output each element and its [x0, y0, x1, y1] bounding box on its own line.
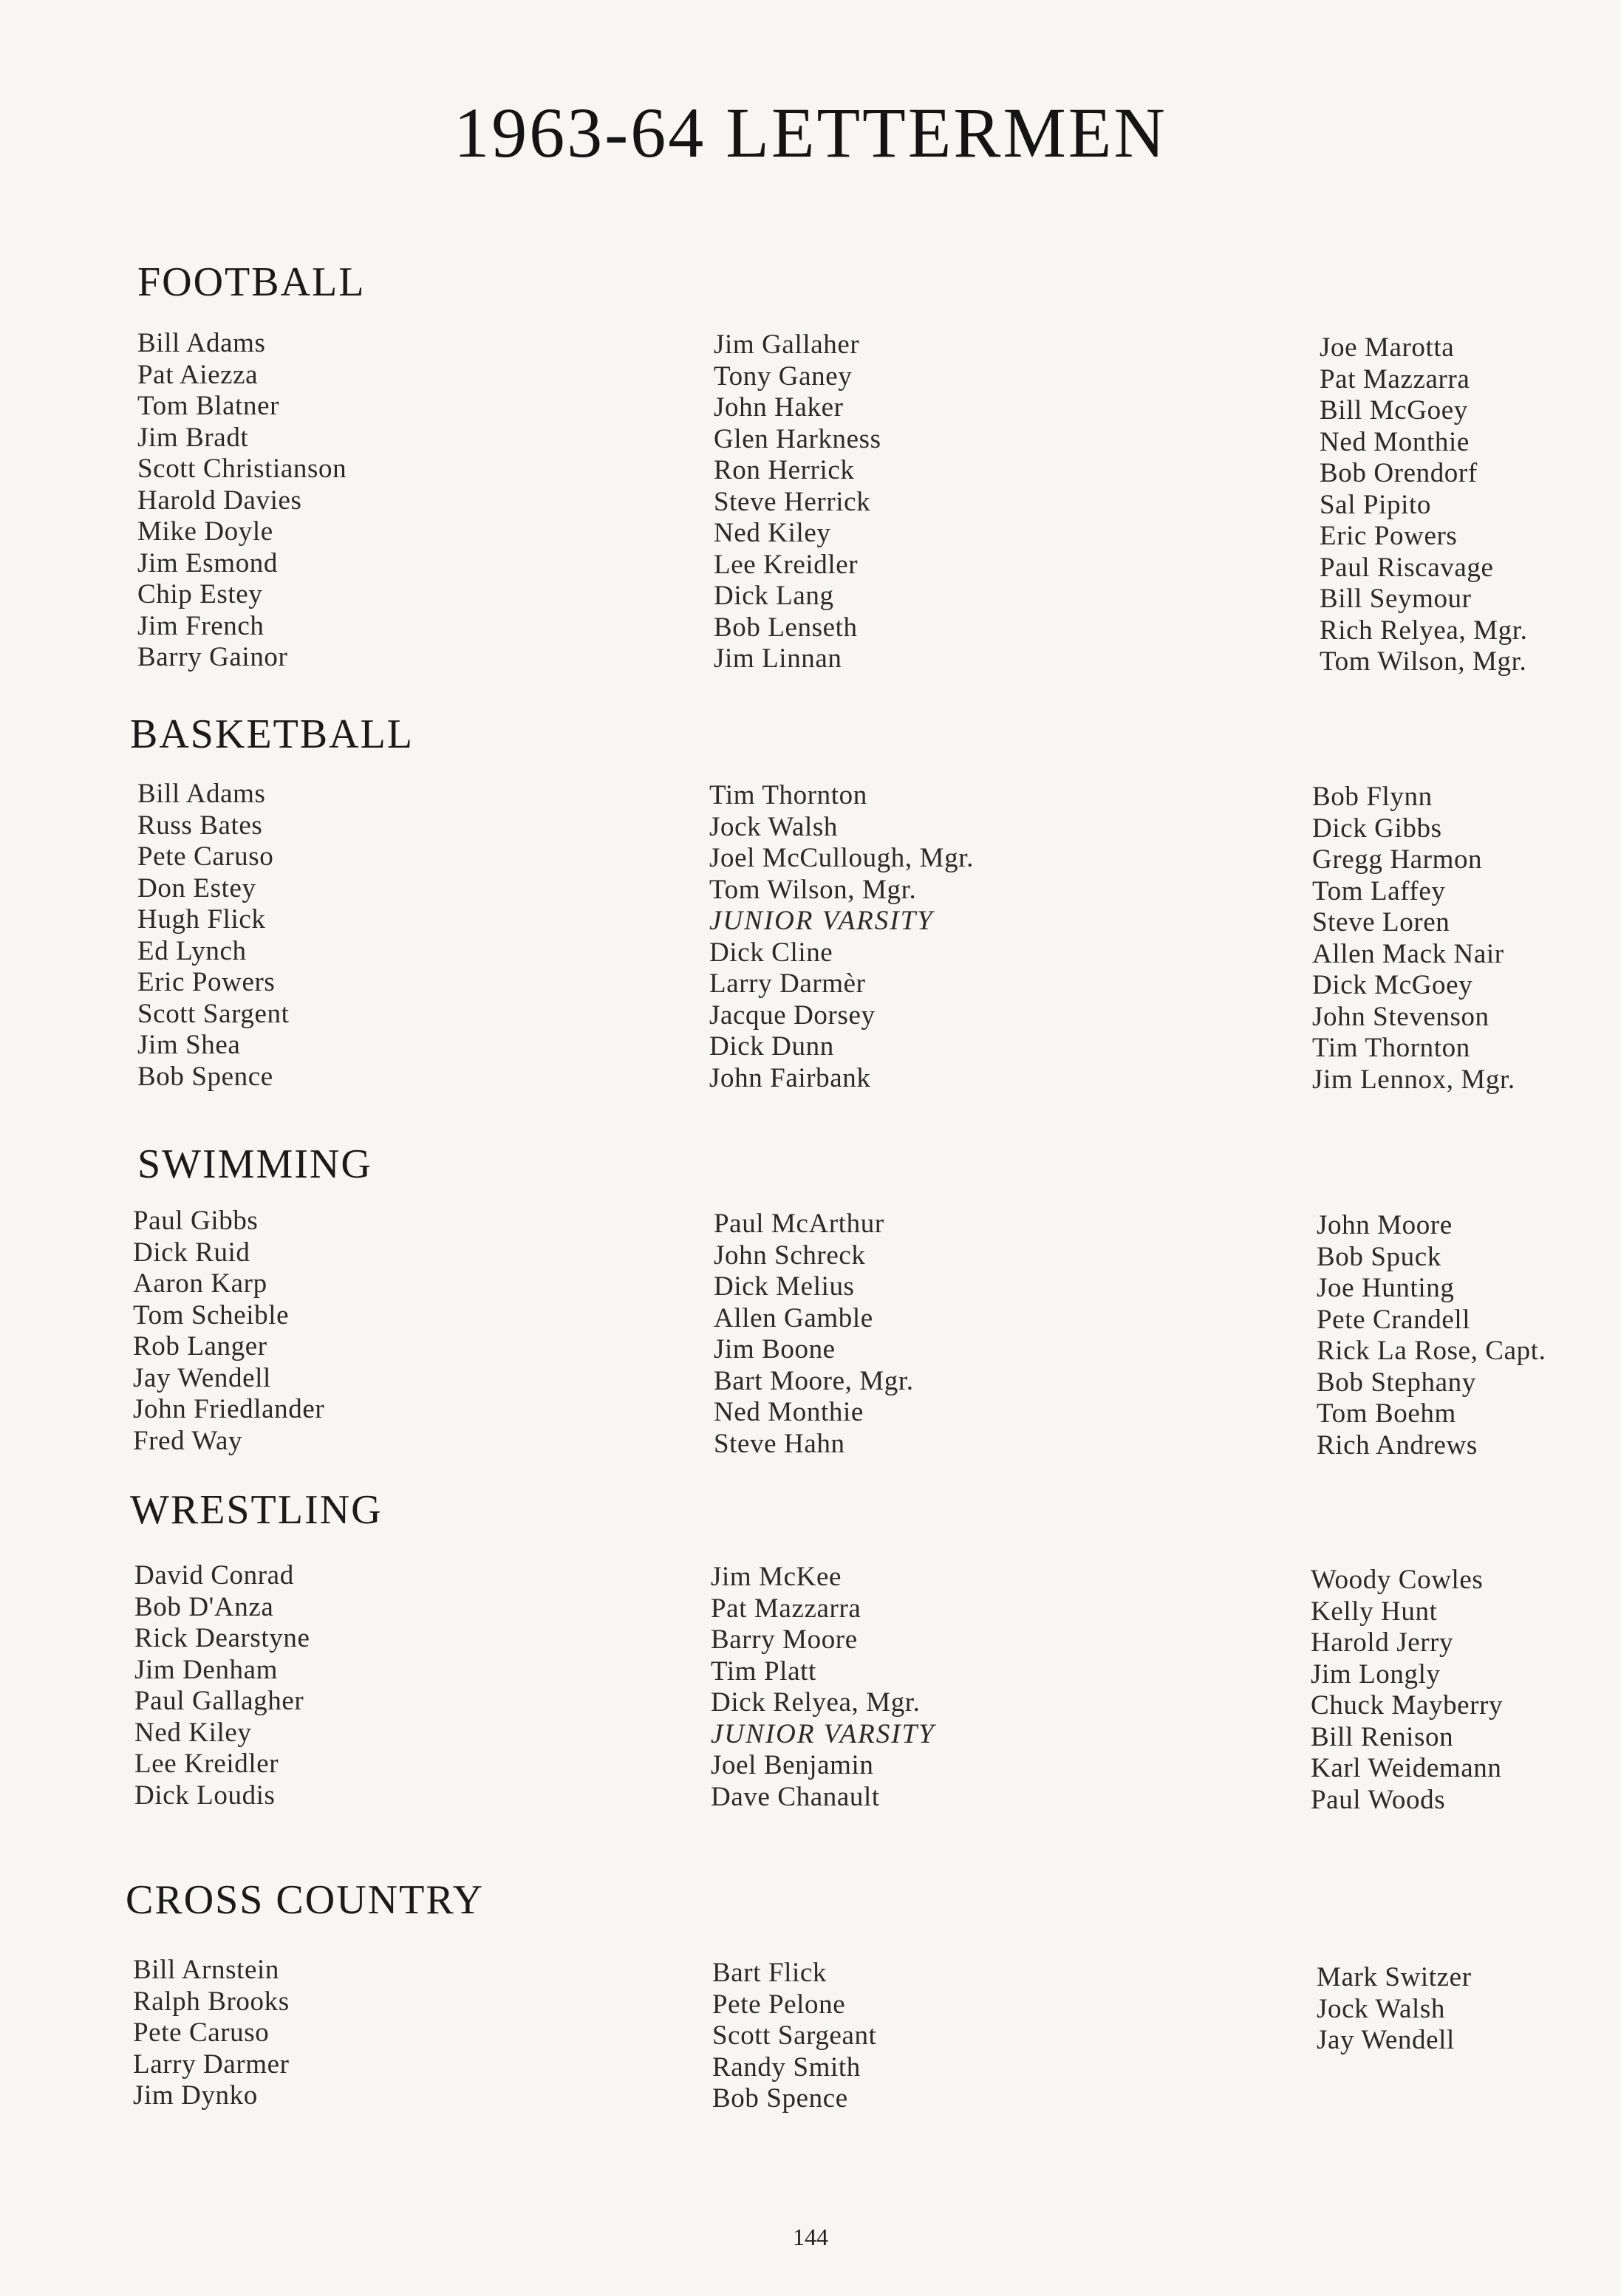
section-heading-football: FOOTBALL: [137, 259, 366, 305]
letterman-name: Jim McKee: [711, 1562, 842, 1592]
letterman-name: Dave Chanault: [711, 1781, 880, 1812]
letterman-name: Tom Boehm: [1317, 1398, 1456, 1429]
letterman-name: Jim Gallaher: [714, 329, 860, 360]
cross-country-column-2: [712, 1958, 877, 2115]
letterman-name: Rich Andrews: [1317, 1429, 1478, 1460]
letterman-name: Joel McCullough, Mgr.: [709, 843, 974, 873]
football-column-1: [137, 328, 347, 674]
letterman-name: Tim Thornton: [709, 780, 867, 810]
letterman-name: Jim Denham: [134, 1654, 279, 1685]
letterman-name: David Conrad: [134, 1560, 294, 1591]
wrestling-column-1: [134, 1560, 310, 1811]
letterman-name: Ned Kiley: [134, 1717, 252, 1748]
letterman-name: Ed Lynch: [137, 935, 247, 966]
letterman-name: Rick Dearstyne: [134, 1623, 310, 1653]
letterman-name: Paul Riscavage: [1320, 552, 1494, 583]
letterman-name: Rob Langer: [133, 1331, 267, 1361]
letterman-name: Jim Shea: [137, 1030, 241, 1060]
basketball-column-2: [709, 780, 974, 1094]
letterman-name: Tom Blatner: [137, 391, 280, 421]
letterman-name: Bill Renison: [1311, 1721, 1454, 1752]
letterman-name: Dick Lang: [714, 581, 834, 611]
letterman-name: Jim Dynko: [133, 2080, 258, 2111]
football-column-3: [1320, 332, 1528, 678]
letterman-name: Ron Herrick: [714, 455, 855, 485]
letterman-name: Eric Powers: [1320, 521, 1458, 551]
letterman-name: Lee Kreidler: [714, 549, 859, 580]
letterman-name: Tom Laffey: [1312, 875, 1446, 906]
letterman-name: Bart Flick: [712, 1958, 827, 1988]
letterman-name: Fred Way: [133, 1425, 243, 1456]
letterman-name: Paul Gibbs: [133, 1206, 259, 1236]
letterman-name: Bob D'Anza: [134, 1591, 274, 1622]
wrestling-column-3: [1311, 1565, 1503, 1816]
letterman-name: Don Estey: [137, 872, 256, 903]
cross-country-column-1: [133, 1955, 290, 2112]
letterman-name: Bill McGoey: [1320, 395, 1468, 426]
letterman-name: Harold Jerry: [1311, 1627, 1454, 1658]
letterman-name: Joe Hunting: [1317, 1273, 1455, 1303]
letterman-name: Bill Arnstein: [133, 1955, 279, 1985]
letterman-name: Scott Christianson: [137, 454, 347, 484]
letterman-name: Mark Switzer: [1317, 1962, 1472, 1992]
section-heading-wrestling: WRESTLING: [130, 1487, 383, 1533]
letterman-name: Paul McArthur: [714, 1209, 884, 1239]
letterman-name: Harold Davies: [137, 485, 302, 516]
wrestling-column-2: [711, 1562, 935, 1813]
letterman-name: Bob Stephany: [1317, 1367, 1476, 1398]
letterman-name: Sal Pipito: [1320, 489, 1431, 520]
letterman-name: Jim Longly: [1311, 1658, 1441, 1689]
section-heading-swimming: SWIMMING: [137, 1141, 372, 1187]
letterman-name: Jim Bradt: [137, 422, 249, 453]
junior-varsity-subheading: JUNIOR VARSITY: [711, 1718, 935, 1749]
letterman-name: Aaron Karp: [133, 1268, 267, 1299]
letterman-name: Dick Loudis: [134, 1780, 276, 1811]
letterman-name: Bart Moore, Mgr.: [714, 1365, 914, 1396]
letterman-name: John Haker: [714, 392, 844, 423]
letterman-name: Pete Pelone: [712, 1989, 846, 2020]
letterman-name: Jim Boone: [714, 1334, 836, 1364]
letterman-name: Joe Marotta: [1320, 332, 1455, 363]
page-number: 144: [793, 2224, 828, 2250]
section-heading-cross-country: CROSS COUNTRY: [126, 1877, 485, 1923]
letterman-name: Karl Weidemann: [1311, 1753, 1502, 1783]
letterman-name: Ned Kiley: [714, 518, 831, 548]
letterman-name: Steve Hahn: [714, 1428, 845, 1459]
letterman-name: Tony Ganey: [714, 361, 853, 392]
letterman-name: Gregg Harmon: [1312, 844, 1483, 875]
letterman-name: Bill Adams: [137, 328, 266, 358]
letterman-name: Bob Orendorf: [1320, 458, 1478, 488]
letterman-name: John Moore: [1317, 1210, 1453, 1240]
letterman-name: Pete Caruso: [133, 2017, 270, 2048]
letterman-name: Jim Linnan: [714, 643, 842, 674]
letterman-name: Glen Harkness: [714, 423, 881, 454]
letterman-name: Bob Spence: [712, 2083, 848, 2114]
letterman-name: Lee Kreidler: [134, 1749, 279, 1779]
letterman-name: Dick Relyea, Mgr.: [711, 1687, 921, 1718]
letterman-name: John Fairbank: [709, 1062, 871, 1093]
letterman-name: Tom Scheible: [133, 1299, 290, 1330]
letterman-name: Eric Powers: [137, 967, 276, 997]
letterman-name: Russ Bates: [137, 810, 263, 841]
swimming-column-2: [714, 1209, 914, 1460]
letterman-name: Jim Esmond: [137, 547, 278, 578]
letterman-name: Bill Adams: [137, 779, 266, 809]
letterman-name: Bob Lenseth: [714, 612, 858, 643]
letterman-name: Tim Thornton: [1312, 1033, 1470, 1063]
basketball-column-1: [137, 779, 289, 1093]
letterman-name: Kelly Hunt: [1311, 1596, 1438, 1627]
letterman-name: Dick Gibbs: [1312, 813, 1442, 844]
swimming-column-3: [1317, 1210, 1546, 1461]
letterman-name: Bob Spuck: [1317, 1241, 1441, 1272]
letterman-name: Chuck Mayberry: [1311, 1690, 1504, 1721]
letterman-name: Pete Crandell: [1317, 1304, 1471, 1335]
letterman-name: Steve Loren: [1312, 907, 1450, 937]
letterman-name: Allen Gamble: [714, 1302, 873, 1333]
letterman-name: Paul Gallagher: [134, 1686, 304, 1716]
letterman-name: Larry Darmèr: [709, 968, 866, 999]
letterman-name: Dick Cline: [709, 937, 833, 968]
letterman-name: Jay Wendell: [133, 1362, 271, 1393]
letterman-name: Pat Mazzarra: [711, 1593, 861, 1624]
letterman-name: Barry Gainor: [137, 642, 288, 672]
letterman-name: Tom Wilson, Mgr.: [709, 874, 917, 905]
letterman-name: Allen Mack Nair: [1312, 938, 1504, 969]
letterman-name: Woody Cowles: [1311, 1565, 1484, 1595]
letterman-name: Jock Walsh: [1317, 1993, 1445, 2024]
letterman-name: John Stevenson: [1312, 1001, 1489, 1032]
letterman-name: Jacque Dorsey: [709, 1000, 876, 1031]
letterman-name: Pat Mazzarra: [1320, 363, 1470, 394]
football-column-2: [714, 329, 881, 675]
letterman-name: Rich Relyea, Mgr.: [1320, 615, 1528, 646]
letterman-name: Dick Ruid: [133, 1237, 250, 1268]
letterman-name: Hugh Flick: [137, 904, 266, 935]
letterman-name: John Friedlander: [133, 1394, 325, 1424]
letterman-name: Scott Sargeant: [712, 2020, 877, 2051]
letterman-name: Dick McGoey: [1312, 970, 1473, 1000]
letterman-name: Larry Darmer: [133, 2049, 290, 2080]
letterman-name: John Schreck: [714, 1240, 866, 1271]
letterman-name: Ned Monthie: [714, 1397, 864, 1427]
letterman-name: Ralph Brooks: [133, 1986, 290, 2017]
letterman-name: Ned Monthie: [1320, 426, 1470, 457]
letterman-name: Tom Wilson, Mgr.: [1320, 646, 1527, 677]
letterman-name: Rick La Rose, Capt.: [1317, 1336, 1546, 1366]
letterman-name: Mike Doyle: [137, 516, 273, 547]
letterman-name: Jock Walsh: [709, 811, 838, 842]
page-title: 1963-64 LETTERMEN: [454, 93, 1167, 172]
letterman-name: Paul Woods: [1311, 1784, 1446, 1815]
section-heading-basketball: BASKETBALL: [130, 711, 414, 757]
letterman-name: Steve Herrick: [714, 486, 871, 517]
letterman-name: Bill Seymour: [1320, 584, 1472, 614]
letterman-name: Joel Benjamin: [711, 1750, 874, 1780]
letterman-name: Pete Caruso: [137, 841, 274, 872]
letterman-name: Pat Aiezza: [137, 359, 259, 390]
basketball-column-3: [1312, 782, 1515, 1096]
cross-country-column-3: [1317, 1962, 1472, 2057]
letterman-name: Jim French: [137, 610, 265, 641]
letterman-name: Dick Dunn: [709, 1031, 834, 1062]
letterman-name: Barry Moore: [711, 1624, 858, 1655]
letterman-name: Chip Estey: [137, 579, 263, 609]
junior-varsity-subheading: JUNIOR VARSITY: [709, 906, 934, 936]
letterman-name: Tim Platt: [711, 1656, 816, 1687]
letterman-name: Bob Spence: [137, 1061, 273, 1092]
letterman-name: Bob Flynn: [1312, 782, 1433, 812]
letterman-name: Randy Smith: [712, 2051, 861, 2083]
swimming-column-1: [133, 1206, 324, 1457]
letterman-name: Dick Melius: [714, 1271, 855, 1302]
letterman-name: Scott Sargent: [137, 998, 290, 1029]
letterman-name: Jay Wendell: [1317, 2025, 1455, 2055]
letterman-name: Jim Lennox, Mgr.: [1312, 1064, 1515, 1095]
